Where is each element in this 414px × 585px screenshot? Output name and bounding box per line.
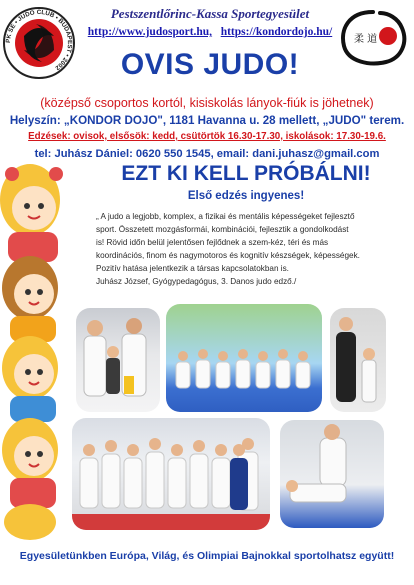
contact-info: tel: Juhász Dániel: 0620 550 1545, email: dani.juhasz@gmail.com — [34, 148, 380, 160]
photo-class-lineup — [166, 304, 322, 412]
dojo-logo-kanji: 柔 道 — [354, 34, 378, 45]
link-judosport[interactable]: http://www.judosport.hu, — [87, 26, 213, 38]
photo-coaches-with-kids — [76, 308, 160, 412]
quote-line: koordinációs, finom és nagymotoros és kognitív készségek, képességek. — [96, 251, 360, 260]
org-name: Pestszentlőrinc-Kassa Sportegyesület — [110, 6, 310, 21]
coach-quote — [96, 210, 402, 288]
link-kondordojo[interactable]: https://kondordojo.hu/ — [220, 26, 333, 38]
kids-illustration — [0, 160, 72, 540]
session-times: Edzések: ovisok, elsősök: kedd, csütörtök 16.30-17.30, iskolások: 17.30-19.6. — [28, 131, 386, 142]
headline: EZT KI KELL PRÓBÁLNI! — [121, 162, 371, 185]
quote-line: Pozitív hatása jelentkezik a társas kapcsolatokban is. — [96, 264, 289, 273]
age-range-subtitle: (középső csoportos kortól, kisiskolás lányok-fiúk is jöhetnek) — [40, 96, 374, 110]
venue-info: Helyszín: „KONDOR DOJO", 1181 Havanna u. 28 mellett, „JUDO" terem. — [9, 114, 405, 127]
club-logo-ring-text: PK SE • JUDO CLUB • BUDAPEST • 2002 — [4, 8, 74, 72]
photo-judo-throw — [280, 420, 384, 528]
first-session-free: Első edzés ingyenes! — [187, 190, 305, 202]
dojo-logo — [336, 8, 410, 68]
quote-line: Juhász József, Gyógypedagógus, 3. Danos judo edző./ — [96, 277, 297, 286]
quote-line: is! Rövid időn belül jelentősen fejlődnek a szem-kéz, téri és más — [96, 238, 329, 247]
photo-group-with-diplomas — [72, 418, 270, 530]
page-title: OVIS JUDO! — [120, 48, 300, 81]
website-links — [80, 26, 340, 38]
club-logo — [2, 6, 76, 80]
photo-coach-and-child — [330, 308, 386, 412]
footer-message: Egyesületünkben Európa, Világ, és Olimpiai Bajnokkal sportolhatsz együtt! — [19, 550, 395, 562]
quote-line: „ A judo a legjobb, komplex, a fizikai és mentális képességeket fejlesztő — [96, 212, 355, 221]
quote-line: sport. Összetett mozgásformái, kombinációi, fejlesztik a gondolkodást — [96, 225, 349, 234]
